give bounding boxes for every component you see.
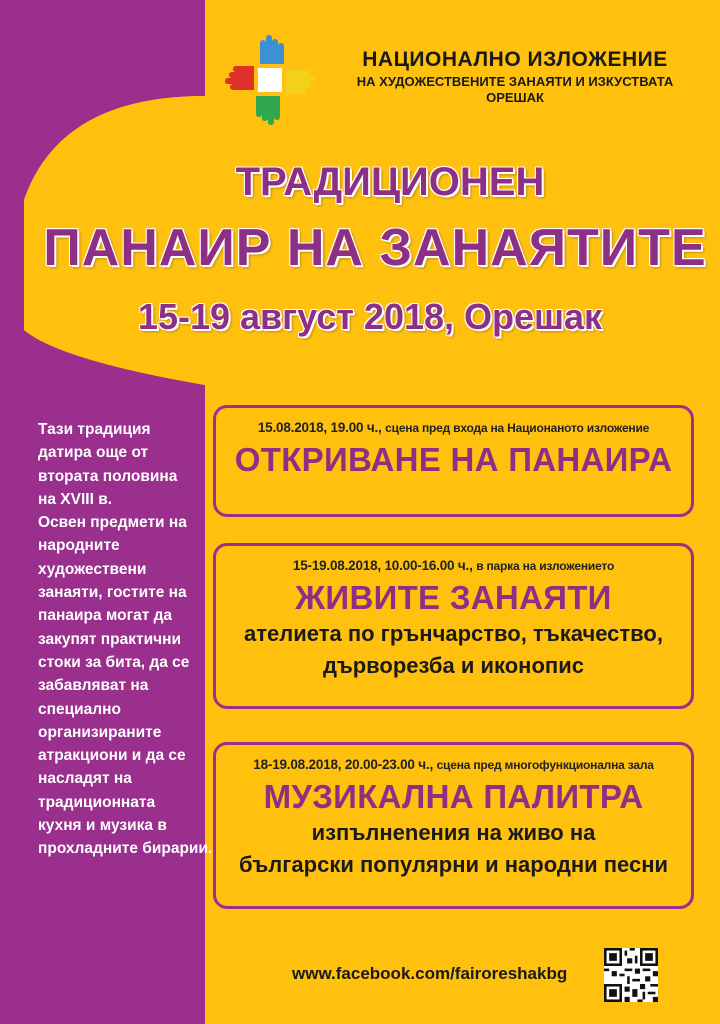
qr-code-icon[interactable]	[604, 948, 658, 1002]
event-box-crafts	[213, 543, 694, 709]
event-datetime: 15.08.2018, 19.00 ч.,	[257, 420, 382, 435]
sidebar-description	[38, 418, 218, 861]
org-line-1: НАЦИОНАЛНО ИЗЛОЖЕНИЕ	[362, 48, 668, 71]
sidebar-line: художествени	[38, 560, 147, 578]
event-dates: 15-19 август 2018, Орешак	[137, 296, 603, 337]
sidebar-line: Тази традиция	[38, 421, 151, 438]
title-fair: ПАНАИР НА ЗАНАЯТИТЕ	[43, 219, 707, 277]
sidebar-line: втората половина	[38, 467, 178, 485]
event-description-line: български популярни и народни песни	[238, 852, 669, 877]
sidebar-line: прохладните бирарии.	[38, 840, 213, 858]
org-line-3: ОРЕШАК	[486, 90, 544, 105]
event-heading: МУЗИКАЛНА ПАЛИТРА	[263, 778, 644, 815]
event-box-opening	[213, 405, 694, 517]
event-info	[216, 420, 691, 435]
sidebar-line: атракциони и да се	[38, 747, 186, 765]
event-info	[216, 558, 691, 573]
event-box-music	[213, 742, 694, 909]
sidebar-line: забавляват на	[38, 677, 149, 695]
event-info	[216, 757, 691, 772]
sidebar-line: специално	[38, 700, 121, 718]
organization-name	[330, 48, 700, 105]
event-location: сцена пред входа на Национаното изложение	[385, 421, 650, 435]
sidebar-line: закупят практични	[38, 630, 182, 648]
event-description-line: изпълнenения на живо на	[311, 820, 596, 845]
event-description-line: ателиета по грънчарство, тъкачество,	[244, 621, 663, 646]
event-location: сцена пред многофункционална зала	[436, 758, 654, 772]
sidebar-line: на XVIII в.	[38, 490, 113, 508]
event-description-line: дърворезба и иконопис	[323, 653, 584, 678]
org-line-2: НА ХУДОЖЕСТВЕНИТЕ ЗАНАЯТИ И ИЗКУСТВАТА	[356, 74, 674, 89]
sidebar-line: датира още от	[38, 444, 149, 462]
event-location: в парка на изложението	[476, 559, 615, 573]
event-datetime: 18-19.08.2018, 20.00-23.00 ч.,	[253, 757, 434, 772]
sidebar-line: насладят на	[38, 770, 132, 788]
event-heading: ОТКРИВАНЕ НА ПАНАИРА	[234, 441, 673, 478]
sidebar-line: занаяти, гостите на	[38, 584, 187, 602]
facebook-link[interactable]: www.facebook.com/fairoreshakbg	[292, 964, 568, 983]
event-datetime: 15-19.08.2018, 10.00-16.00 ч.,	[292, 558, 473, 573]
hands-logo-icon	[224, 34, 316, 126]
title-traditional: ТРАДИЦИОНЕН	[235, 160, 545, 204]
sidebar-line: народните	[38, 537, 120, 555]
sidebar-line: кухня и музика в	[38, 817, 167, 835]
sidebar-line: традиционната	[38, 793, 156, 811]
sidebar-line: стоки за бита, да се	[38, 653, 190, 671]
sidebar-line: организираните	[38, 723, 162, 741]
sidebar-line: панаира могат да	[38, 607, 173, 625]
sidebar-line: Освен предмети на	[38, 514, 187, 532]
event-heading: ЖИВИТЕ ЗАНАЯТИ	[295, 579, 612, 616]
